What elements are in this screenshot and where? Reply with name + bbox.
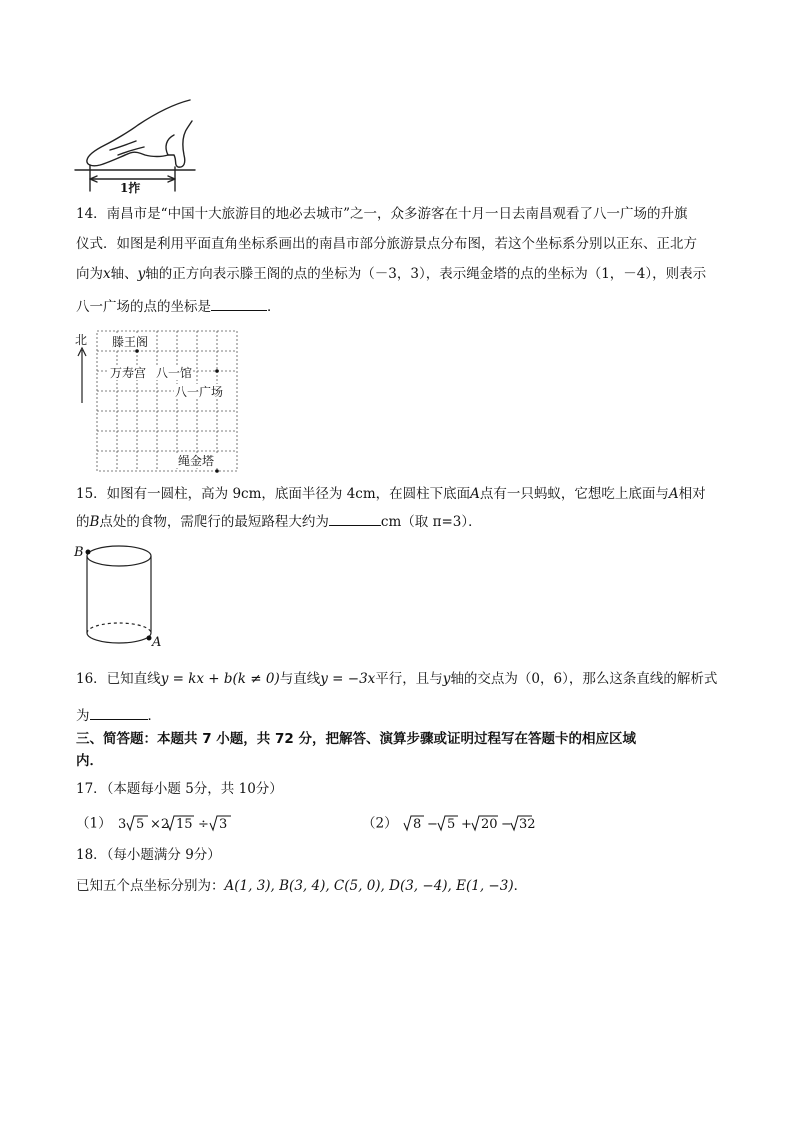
label-wanshougong: 万寿宫 [110, 366, 147, 380]
q16-line2: 为 ． [76, 705, 161, 725]
q14-line3: 向为x轴、y轴的正方向表示滕王阁的点的坐标为（－3，3），表示绳金塔的点的坐标为（1，－4），则表示 [76, 266, 707, 282]
svg-text:−: − [500, 817, 512, 832]
q16-line1: 16．已知直线y = kx + b(k ≠ 0)与直线y = −3x平行，且与y轴的交点为（0，6），那么这条直线的解析式 [76, 671, 718, 687]
label-tengwangge: 滕王阁 [112, 335, 149, 349]
svg-text:3: 3 [117, 817, 127, 832]
q17-part2: （2） 8 − 5 + 20 − 32 [362, 813, 532, 835]
answer-blank-q16 [90, 705, 148, 720]
q18-text: 已知五个点坐标分别为：A(1, 3), B(3, 4), C(5, 0), D(3, −4), E(1, −3)． [76, 878, 528, 894]
q14-line2: 仪式．如图是利用平面直角坐标系画出的南昌市部分旅游景点分布图，若这个坐标系分别以正东、正北方 [76, 236, 697, 252]
svg-text:20: 20 [480, 817, 498, 832]
answer-blank-q15 [329, 511, 381, 526]
q14-line1: 14．南昌市是“中国十大旅游目的地必去城市”之一，众多游客在十月一日去南昌观看了八一广场的升旗 [76, 206, 688, 222]
svg-text:8: 8 [412, 817, 422, 832]
q15-line1: 15．如图有一圆柱，高为 9cm，底面半径为 4cm，在圆柱下底面A点有一只蚂蚁，它想吃上底面与A相对 [76, 486, 706, 502]
label-B: B [74, 545, 84, 560]
svg-text:32: 32 [518, 817, 536, 832]
q18-title: 18．（每小题满分 9分） [76, 847, 221, 863]
q15-line2: 的B点处的食物，需爬行的最短路程大约为 cm（取 π=3）． [76, 511, 482, 531]
tourist-map-grid [72, 328, 242, 473]
svg-text:÷: ÷ [197, 817, 209, 832]
point-B [86, 550, 91, 555]
svg-text:15: 15 [175, 817, 193, 832]
hand-figure-label: 1拃 [120, 181, 141, 195]
label-bayiguan: 八一馆 [156, 366, 193, 380]
q14-line4: 八一广场的点的坐标是 ． [76, 296, 281, 316]
point-A [147, 636, 152, 641]
svg-text:×2: ×2 [149, 817, 170, 832]
point-bayiguangchang [215, 369, 219, 373]
svg-text:3: 3 [218, 817, 228, 832]
q17-expression1 [116, 813, 236, 835]
label-bayiguangchang: 八一广场 [175, 385, 224, 399]
hand-measure-figure [70, 95, 200, 200]
point-shengjinta [215, 469, 219, 473]
section3-heading-line1: 三、简答题：本题共 7 小题，共 72 分，把解答、演算步骤或证明过程写在答题卡的相应区域 [76, 731, 636, 747]
point-tengwangge [135, 349, 139, 353]
svg-text:5: 5 [135, 817, 145, 832]
q17-expression2 [402, 813, 536, 835]
label-shengjinta: 绳金塔 [178, 454, 215, 468]
section3-heading-line2: 内． [76, 753, 103, 769]
answer-blank-q14 [211, 296, 267, 311]
north-label: 北 [75, 333, 88, 347]
label-A: A [152, 635, 162, 650]
q17-title: 17．（本题每小题 5分，共 10分） [76, 781, 283, 797]
svg-text:5: 5 [446, 817, 456, 832]
cylinder-figure [72, 540, 162, 655]
svg-text:−: − [426, 817, 438, 832]
q17-part1: （1） 3 5 ×2 15 ÷ 3 [76, 813, 236, 835]
svg-text:+: + [460, 817, 472, 832]
